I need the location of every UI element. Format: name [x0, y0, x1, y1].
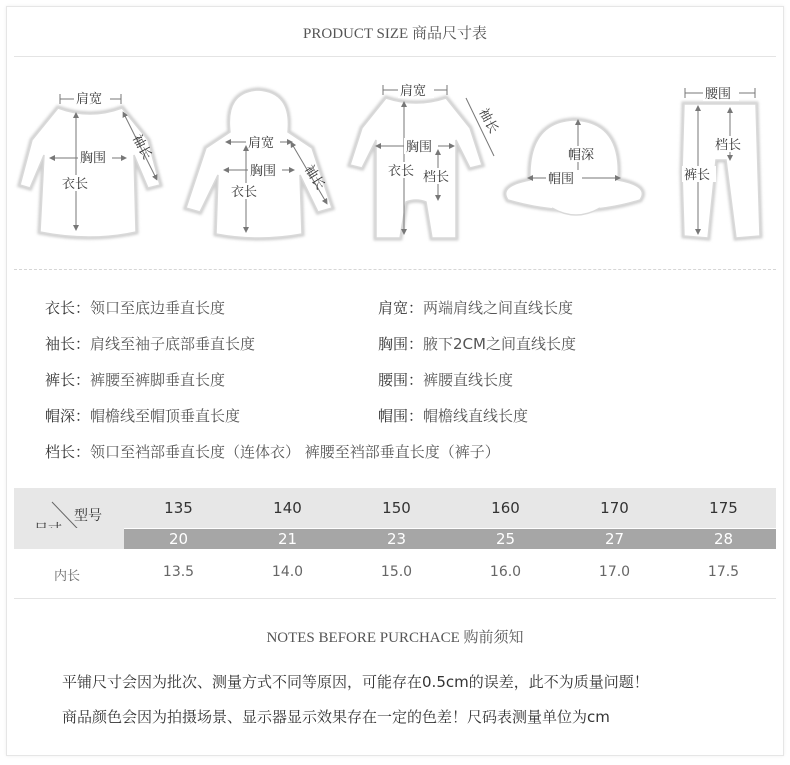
def-length: 衣长：领口至底边垂直长度	[45, 299, 226, 317]
pants-figure	[682, 85, 760, 238]
garment-diagrams	[0, 70, 790, 260]
label-sleeve-1: 袖长	[128, 132, 155, 163]
size-cell: 21	[277, 530, 298, 548]
def-chest: 胸围：腋下2CM之间直线长度	[378, 335, 576, 353]
note-line-1: 平铺尺寸会因为批次、测量方式不同等原因，可能存在0.5cm的误差，此不为质量问题！	[62, 673, 649, 691]
hat-figure	[506, 120, 643, 215]
dress-figure	[20, 90, 160, 237]
def-sleeve: 袖长：肩线至袖子底部垂直长度	[45, 335, 256, 353]
model-cell: 175	[709, 499, 738, 517]
label-crotch-3: 档长	[423, 170, 450, 185]
value-cell: 17.0	[598, 564, 631, 580]
header-corner-fill	[14, 528, 124, 549]
label-crotch-5: 档长	[715, 138, 742, 153]
def-hat-depth: 帽深：帽檐线至帽顶垂直长度	[45, 407, 241, 425]
size-cell: 23	[386, 530, 407, 548]
value-cell: 14.0	[271, 564, 304, 580]
value-cell: 16.0	[489, 564, 522, 580]
page-title: PRODUCT SIZE 商品尺寸表	[303, 26, 487, 42]
size-cell: 27	[604, 530, 625, 548]
label-sleeve-2: 袖长	[301, 162, 328, 193]
label-hat-circ: 帽围	[548, 172, 575, 187]
label-length-1: 衣长	[62, 177, 89, 192]
label-hat-depth: 帽深	[568, 148, 595, 163]
model-cell: 140	[273, 499, 302, 517]
table-divider	[14, 598, 776, 599]
def-pants-length: 裤长：裤腰至裤脚垂直长度	[45, 371, 226, 389]
label-shoulder-1: 肩宽	[76, 92, 103, 107]
romper-figure	[350, 82, 502, 238]
size-cell: 28	[713, 530, 734, 548]
model-cell: 150	[382, 499, 411, 517]
size-row	[124, 529, 776, 549]
notes-title: NOTES BEFORE PURCHACE 购前须知	[266, 630, 524, 646]
label-chest-2: 胸围	[250, 164, 277, 179]
value-cell: 13.5	[162, 564, 195, 580]
label-waist: 腰围	[705, 87, 732, 102]
model-cell: 170	[600, 499, 629, 517]
figures-divider	[14, 269, 776, 270]
def-waist: 腰围：裤腰直线长度	[378, 371, 514, 389]
label-sleeve-3: 袖长	[475, 106, 501, 137]
table-header-row	[14, 488, 776, 528]
jacket-figure	[186, 90, 332, 238]
value-cell: 17.5	[707, 564, 740, 580]
model-cell: 135	[164, 499, 193, 517]
def-hat-circ: 帽围：帽檐线直线长度	[378, 407, 529, 425]
size-cell: 20	[168, 530, 189, 548]
label-shoulder-2: 肩宽	[248, 136, 275, 151]
label-pants-len: 裤长	[684, 168, 711, 183]
label-shoulder-3: 肩宽	[400, 84, 427, 99]
note-line-2: 商品颜色会因为拍摄场景、显示器显示效果存在一定的色差！尺码表测量单位为cm	[62, 708, 610, 726]
def-crotch: 档长：领口至裆部垂直长度（连体衣） 裤腰至裆部垂直长度（裤子）	[45, 443, 500, 461]
def-shoulder: 肩宽：两端肩线之间直线长度	[378, 299, 574, 317]
title-divider	[14, 56, 776, 57]
model-cell: 160	[491, 499, 520, 517]
header-model: 型号	[74, 508, 102, 524]
label-chest-3: 胸围	[406, 140, 433, 155]
row-label-inner-length: 内长	[54, 569, 81, 584]
label-chest-1: 胸围	[80, 151, 107, 166]
value-cell: 15.0	[380, 564, 413, 580]
label-length-3: 衣长	[388, 164, 415, 179]
label-length-2: 衣长	[231, 185, 258, 200]
size-cell: 25	[495, 530, 516, 548]
